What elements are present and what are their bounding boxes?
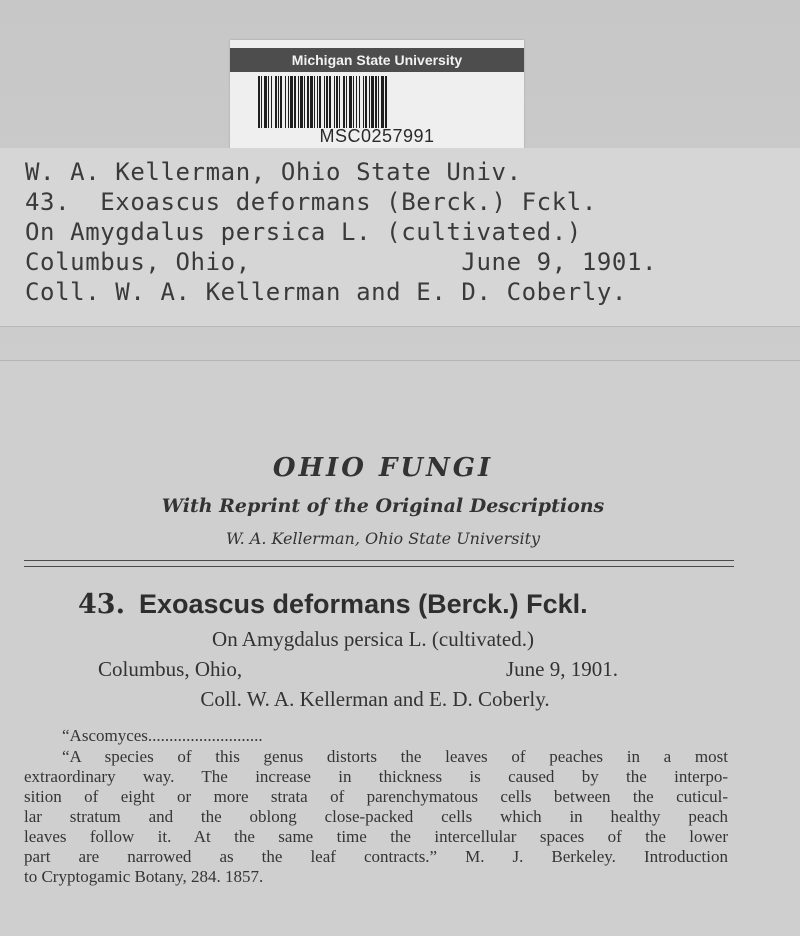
- typed-line-collector-affiliation: W. A. Kellerman, Ohio State Univ.: [25, 158, 522, 186]
- locality: Columbus, Ohio,: [98, 657, 243, 681]
- label-author: W. A. Kellerman, Ohio State University: [225, 529, 541, 548]
- typed-line-species: 43. Exoascus deformans (Berck.) Fckl.: [25, 188, 597, 216]
- description-line: to Cryptogamic Botany, 284. 1857.: [24, 867, 264, 886]
- description-line: sition of eight or more strata of parenchymatous cells between the cuticul-: [24, 787, 728, 806]
- original-description: [24, 747, 728, 887]
- typed-label: [0, 148, 800, 327]
- printed-label: [0, 360, 800, 936]
- collectors-line: Coll. W. A. Kellerman and E. D. Coberly.: [200, 687, 550, 711]
- species-number: 43.: [78, 589, 125, 620]
- barcode-icon: [258, 76, 496, 128]
- barcode-institution: Michigan State University: [230, 48, 524, 72]
- species-heading: [78, 589, 588, 620]
- description-line: extraordinary way. The increase in thickness is caused by the interpo-: [24, 767, 728, 786]
- label-title: OHIO FUNGI: [272, 453, 494, 483]
- collection-date: June 9, 1901.: [506, 657, 618, 681]
- species-name: Exoascus deformans (Berck.) Fckl.: [138, 589, 588, 619]
- double-rule-divider: [24, 560, 734, 567]
- description-line: part are narrowed as the leaf contracts.” M. J. Berkeley. Introduction: [24, 847, 728, 866]
- ascomyces-line: “Ascomyces...........................: [62, 726, 263, 745]
- description-line: “A species of this genus distorts the leaves of peaches in a most: [62, 747, 728, 766]
- description-line: lar stratum and the oblong close-packed cells which in healthy peach: [24, 807, 728, 826]
- label-subtitle: With Reprint of the Original Descriptions: [161, 495, 605, 517]
- barcode-label: [230, 40, 524, 152]
- typed-line-host: On Amygdalus persica L. (cultivated.): [25, 218, 582, 246]
- typed-line-locality-date: Columbus, Ohio, June 9, 1901.: [25, 248, 658, 276]
- host-line: On Amygdalus persica L. (cultivated.): [212, 627, 534, 651]
- barcode-number: MSC0257991: [319, 126, 435, 146]
- description-line: leaves follow it. At the same time the intercellular spaces of the lower: [24, 827, 728, 846]
- typed-line-collectors: Coll. W. A. Kellerman and E. D. Coberly.: [25, 278, 627, 306]
